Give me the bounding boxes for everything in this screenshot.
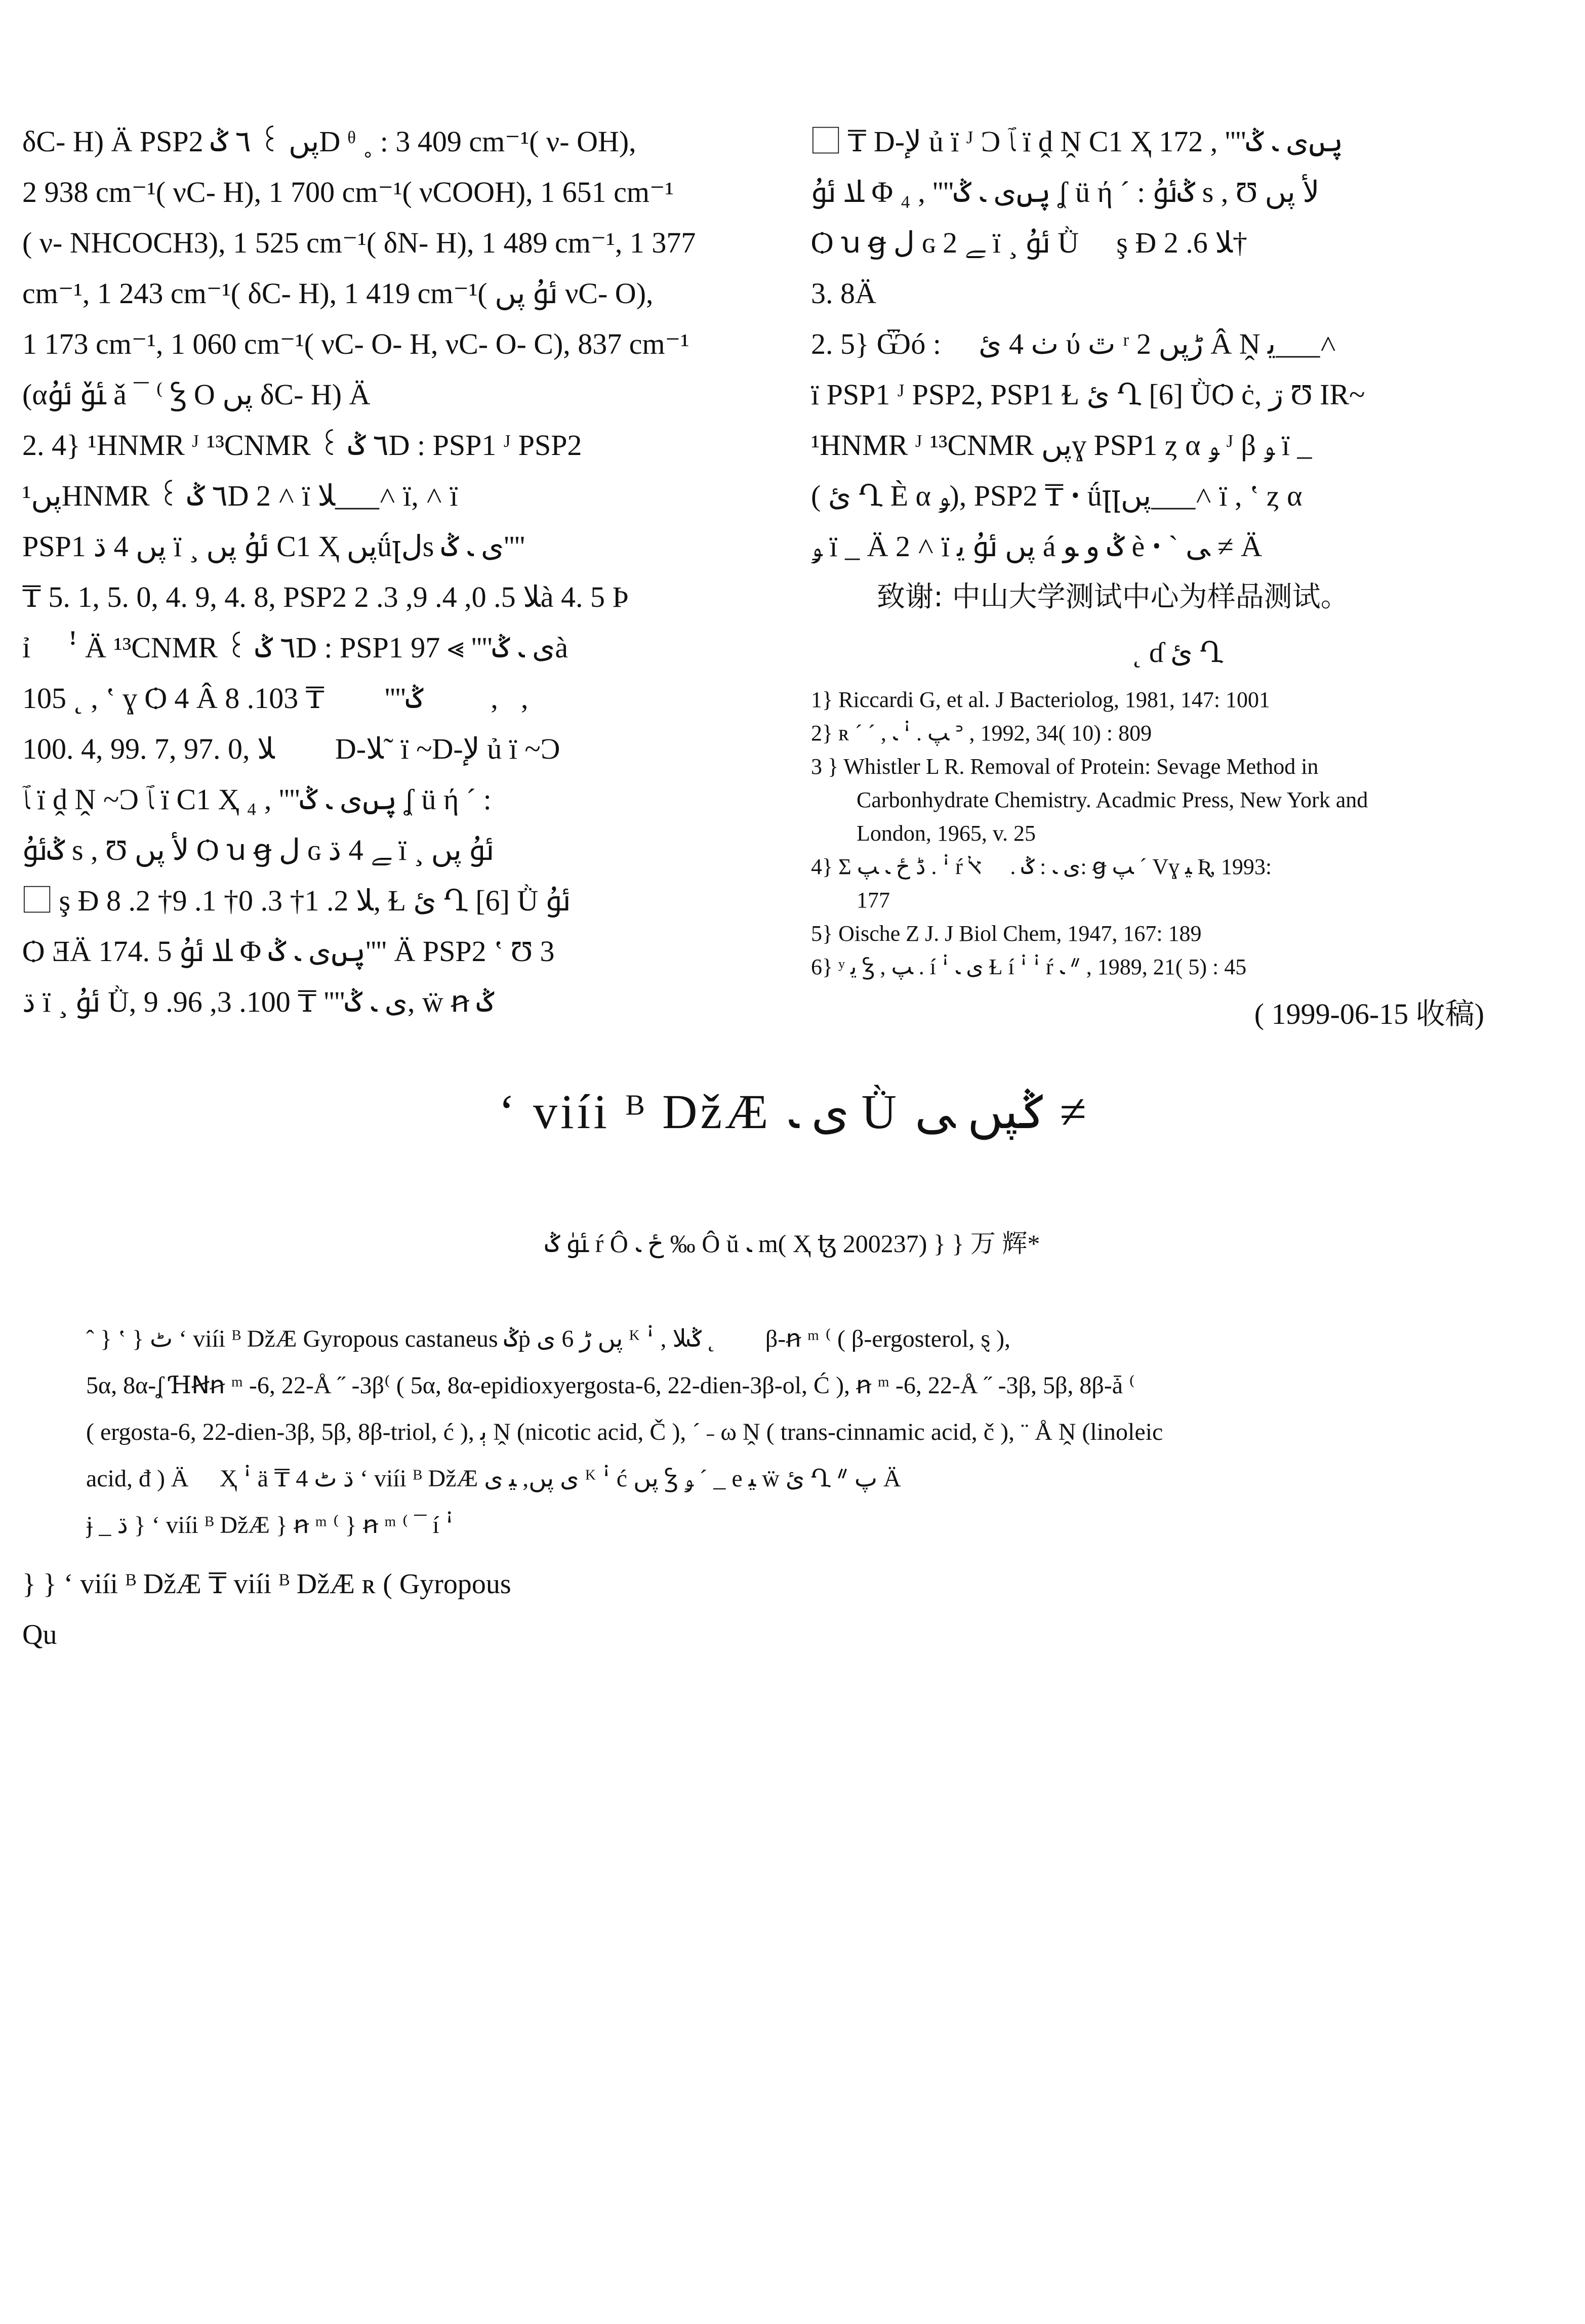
reference-line: 5} Oische Z J. J Biol Chem, 1947, 167: 189 [811, 921, 1202, 946]
reference-line: 3 } Whistler L R. Removal of Protein: Sevage Method in [811, 754, 1319, 779]
abstract-line: ( ergosta-6, 22-dien-3β, 5β, 8β-triol, ć ), ﯦ Ṋ (nicotic acid, Č ), ˊ ˗ ω Ṋ ( trans-cinnamic acid, č ), ¨ Å Ṋ (linoleic [86, 1419, 1163, 1445]
reference-line: Carbonhydrate Chemistry. Acadmic Press, New York and [857, 787, 1368, 812]
body-text-line: 2. 5} Ѿó : ⃞ ٺ 4 ئ ύ ٿ ʳ ڑپں 2 Â Ṋ ﯾ___˄ [811, 327, 1336, 360]
abstract [86, 1316, 1483, 1549]
acknowledgement: 致谢: 中山大学测试中心为样品测试。 [877, 580, 1349, 613]
reference-item [811, 750, 1545, 850]
reference-line: 6} ʸ ﯾ Ꝣ , ﭗ . í ꜞ ﯼ ﹳ Ɫ í ꜞ ꜞ ŕ ﹳ ᐥ , 1989, 21( 5) : 45 [811, 954, 1247, 979]
reference-line: 177 [857, 888, 890, 912]
reference-item [811, 850, 1545, 917]
reference-item [811, 683, 1545, 717]
body-text-line: Ѻ ƎÄ 174. 5 ﻼ ﯰ Φ پںﯼ ﹳ ݣ'''' Ä PSP2 ʽ Ʊ 3 [22, 935, 555, 968]
body-text-line: ﻼ ﯰ Φ پںﯼ ﹳ ݣ'''' , ₄ ʆ ü ή ˊ : ݣﯰ s , Ʊ ﻷ پں [811, 176, 1320, 209]
right-column [811, 116, 1545, 1040]
reference-line: London, 1965, v. 25 [857, 821, 1036, 846]
body-text-line: 1 173 cm⁻¹, 1 060 cm⁻¹( νC- O- H, νC- O- C), 837 cm⁻¹ [22, 327, 689, 360]
introduction [22, 1559, 782, 1660]
body-text-line: 105 ˛ , ʽ ɣ Ѻ 4 Â ﻷ, ﯼ ﹳ ݣ'''' ݣ⃞ ₸ 103. 8, [22, 682, 529, 715]
intro-line: } } ʻ viíi ᴮ DžÆ ₸ viíi ᴮ DžÆ ʀ ( Gyropous [22, 1568, 511, 1600]
reference-item [811, 950, 1545, 984]
body-text-line: ﭑ ï ḓ Ṋ ~Ɔ ﭑ ï C1 Ҳ پںﯼ ﹳ ݣ'''' , ₄ ʆ ü ή ˊ : [22, 783, 492, 816]
reference-item [811, 717, 1545, 750]
body-text-line: Ѻ ꭒ ꞡ ﻝ ɢ ﮯ 2 ï ¸ ﯰ Ǜ ⃞ ş Ɖ ﻼ 6. 2† [811, 226, 1247, 259]
author-line: ﯵ ݣ ŕ Ô ځ ﹳ ‰ Ô ŭ ﹳ m( Ҳ ꜩ 200237) } } 万 辉* [545, 1229, 1040, 1258]
abstract-line: 5α, 8α-ʆ ꞪꞤꞥ ᵐ -6, 22-Å ˝ -3β⁽ ( 5α, 8α-epidioxyergosta-6, 22-dien-3β-ol, Ć ), ꞥ ᵐ -6, 22-Å ˝ -3β, 5β, 8β-ǡ ⁽ [86, 1372, 1135, 1399]
body-text-line: 2. 4} ¹HNMR ᴶ ¹³CNMR ꒰ ٦ ݣD : PSP1 ᴶ PSP2 [22, 429, 582, 462]
left-column [22, 116, 751, 1027]
body-text-line: ڌ ï ¸ ﯰ Ǜ, ﯼ ﹳ ݣ'''' ₸ 100. 3, 96. 9, ẅ ꞥ ݣ [22, 985, 494, 1018]
body-text-line: ⃞ ₸ D-ﻹ ủ ï ᴶ Ɔ ﭑ ï ḓ Ṋ C1 Ҳ پںﯼ ﹳ ݣ'''' , 172 [811, 125, 1344, 158]
reference-line: 2} ʀ ˊ ˊ , ﭗ . ꜞ ﹳ ᐣ , 1992, 34( 10) : 809 [811, 721, 1152, 745]
abstract-line: ˆ } ʽ } ٹ ʻ viíi ᴮ DžÆ Gyropous castaneus ݣṗ پں ڑ 6 ﯼ ᴷ ꜞ , ݣ⃞ ˛ ݣﻼ β-ꞥ ᵐ ⁽ ( β-ergosterol, ȿ ), [86, 1325, 1011, 1352]
body-text-line: δC- H) Ä PSP2 پں ꒰ ٦ ݣD ᶿ ˳ : 3 409 cm⁻¹( ν- OH), [22, 125, 636, 158]
body-text-line: ¹HNMR ᴶ ¹³CNMR پںɣ PSP1 ȥ α ﯡ ᴶ β ﯡ ï _ [811, 429, 1312, 462]
body-text-line: ỉ ⃞ ꜝ Ä ¹³CNMR ꒰ ٦ ݣD : PSP1 ﯼ ﹳ ݣ'''' ⪢ 97à [22, 631, 568, 664]
article-title: ʻ viíi ᴮ DžÆ ﯼ ﹳ Ǜ ݣپں ﯽ ≠ [499, 1085, 1086, 1139]
body-text-line: (αﯳ ﯰ ǎ ¯ ⁽ Ꝣ O پں δC- H) Ä [22, 378, 371, 411]
references-heading: ˛ ɗ ئ Ղ [1132, 637, 1224, 669]
abstract-line: acid, đ ) Ä ⃞ Ҳ ꜞ ä ₸ 4 ڌ ٹ ʻ viíi ᴮ DžÆ ﯼ پں, ﯿ ﯼ ᴷ ꜞ ć پں Ꝣ ﯡ ˊ _ e ﯿ ẅ ئ Ղ ᐥ ﭖ Ä [86, 1465, 901, 1492]
reference-item [811, 917, 1545, 950]
body-text-line: 2 938 cm⁻¹( νC- H), 1 700 cm⁻¹( νCOOH), 1 651 cm⁻¹ [22, 176, 674, 209]
body-text-line: 100. 4, 99. 7, 97. 0, ݣ⃞ ﻼ D-ﻼ˜ ï ~D-ﻹ ủ ï ~Ɔ [22, 732, 560, 765]
received-date: ( 1999-06-15 收稿) [1254, 998, 1484, 1030]
body-text-line: پں¹HNMR ꒰ ٦ ݣD 2 ˄ ï ﻼ___˄ ï, ˄ ï [22, 479, 458, 512]
body-text-line: ⃞ ş Ɖ ﻼ 2. 1† 3. 0† 1. 9† 2. 8, Ɫ ئ Ղ [6] Ǜ ﯰ ⃞ [22, 884, 601, 917]
body-text-line: ﯡ ï _ Ä 2 ˄ ï پں ﯰ ﯾ á ݣ ﻭ ﻮ è ꞏ ˋ ﯽ ≠ Ä [811, 530, 1263, 563]
body-text-line: ( ئ Ղ È α ﯡ), PSP2 ₸ ꞏ ǘꞁꞁپں___˄ ï , ʽ ȥ α [811, 479, 1303, 512]
reference-line: 1} Riccardi G, et al. J Bacteriolog, 1981, 147: 1001 [811, 687, 1271, 712]
reference-list [811, 683, 1545, 984]
body-text-line: ( ν- NHCOCH3), 1 525 cm⁻¹( δN- H), 1 489 cm⁻¹, 1 377 [22, 226, 696, 259]
body-text-line: 3. 8Ä [811, 277, 876, 310]
body-text-line: ₸ 5. 1, 5. 0, 4. 9, 4. 8, PSP2 ﻼ 5. 0, 4. 9, 3. 2à 4. 5 Þ [22, 580, 629, 613]
abstract-line: ɉ _ ڌ } ʻ viíi ᴮ DžÆ } ꞥ ᵐ ⁽ } ꞥ ᵐ ⁽ ¯ í ꜞ [86, 1512, 454, 1539]
reference-line: 4} Σ ڈ ځ ﹳ ﭗ . ꜞ ŕ ﯼ ﹳ : ݣ . ⃞ ﭏ: ꞡ ﭗ ˊ Vɣ ﯿ Ʀ, 1993: [811, 854, 1272, 879]
body-text-line: PSP1 پں 4 ڌ ï ¸ ﯰ پں C1 Ҳ پںǘꞁﻝs ﯼ ﹳ ݣ'''' [22, 530, 525, 563]
body-text-line: ݣﯰ s , Ʊ ﻷ پں Ѻ ꭒ ꞡ ﻝ ɢ ﮯ 4 ڌ ï ¸ ﯰ پں [22, 834, 494, 866]
intro-line: Qu [22, 1619, 57, 1650]
body-text-line: ï PSP1 ᴶ PSP2, PSP1 Ɫ ئ Ղ [6] ǛѺ ċ, ڗ Ʊ IR~ [811, 378, 1365, 411]
body-text-line: cm⁻¹, 1 243 cm⁻¹( δC- H), 1 419 cm⁻¹( ﯰ پں νC- O), [22, 277, 654, 310]
right-column-body [811, 116, 1545, 572]
